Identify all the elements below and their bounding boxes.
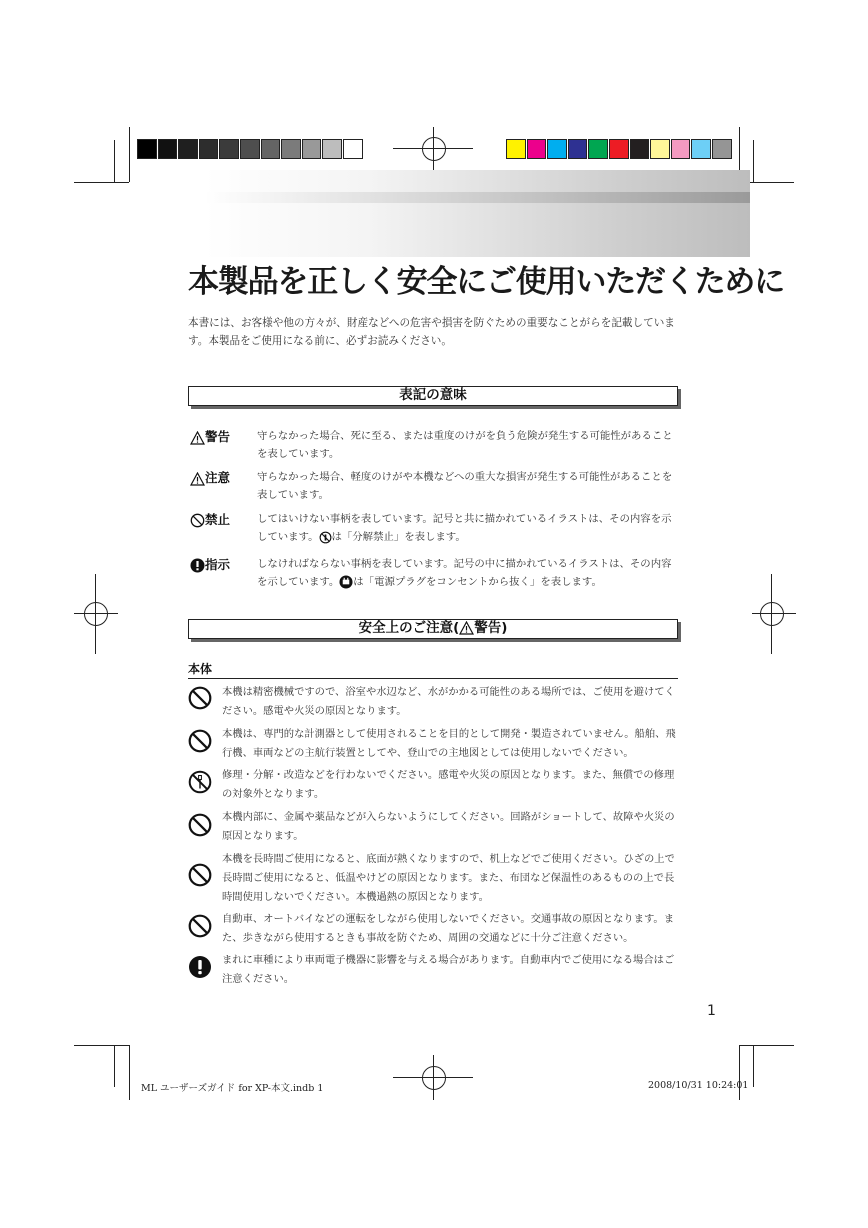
definition-text: は「電源プラグをコンセントから抜く」を表します。 <box>353 576 602 588</box>
safety-item-text: 本機は精密機械ですので、浴室や水辺など、水がかかる可能性のある場所では、ご使用を避けてください。感電や火災の原因となります。 <box>222 686 675 717</box>
header-gradient-band <box>205 170 750 257</box>
crop-mark <box>74 1045 129 1046</box>
instruction-icon <box>190 558 205 573</box>
definition-label: 注意 <box>205 470 231 485</box>
unplug-icon <box>339 575 353 589</box>
color-swatch <box>506 139 526 159</box>
prohibition-icon <box>188 813 212 837</box>
prohibition-icon <box>188 914 212 938</box>
color-swatch <box>281 139 301 159</box>
color-swatch <box>712 139 732 159</box>
crop-mark <box>114 1045 115 1087</box>
color-swatch <box>547 139 567 159</box>
prohibition-icon <box>190 513 205 528</box>
instruction-icon <box>188 955 212 979</box>
definition-text: は「分解禁止」を表します。 <box>331 531 466 543</box>
color-swatch <box>302 139 322 159</box>
color-swatch <box>261 139 281 159</box>
definition-label: 指示 <box>205 557 231 572</box>
color-swatch <box>219 139 239 159</box>
safety-item-text: 本機は、専門的な計測器として使用されることを目的として開発・製造されていません。船舶、飛行機、車両などの主航行装置としてや、登山での主地図としては使用しないでください。 <box>222 728 676 759</box>
safety-item-text: 本機を長時間ご使用になると、底面が熱くなりますので、机上などでご使用ください。ひざの上で長時間ご使用になると、低温やけどの原因となります。また、布団など保温性のあるものの上で長時間使用しないでください。本機過熱の原因となります。 <box>222 853 675 903</box>
color-swatch <box>588 139 608 159</box>
warning-triangle-icon <box>190 472 205 486</box>
safety-item-text: まれに車種により車両電子機器に影響を与える場合があります。自動車内でご使用になる場合はご注意ください。 <box>222 954 675 985</box>
color-swatch <box>671 139 691 159</box>
page-title: 本製品を正しく安全にご使用いただくために <box>188 264 784 300</box>
crop-mark <box>129 1045 130 1100</box>
definition-label: 禁止 <box>205 512 231 527</box>
section-heading-notation <box>188 386 678 406</box>
prohibition-icon <box>188 863 212 887</box>
color-swatch <box>568 139 588 159</box>
color-swatch <box>609 139 629 159</box>
intro-paragraph: 本書には、お客様や他の方々が、財産などへの危害や損害を防ぐための重要なことがらを記載しています。本製品をご使用になる前に、必ずお読みください。 <box>188 317 675 347</box>
no-disassembly-icon <box>319 531 332 544</box>
section-heading-text: 警告) <box>474 620 508 636</box>
color-swatch <box>158 139 178 159</box>
page-number: 1 <box>707 1003 716 1019</box>
section-heading-text: 表記の意味 <box>399 387 467 403</box>
crop-mark <box>739 1045 740 1100</box>
crop-mark <box>74 182 129 183</box>
definition-label: 警告 <box>205 429 231 444</box>
header-gradient-stripe <box>205 192 750 203</box>
color-swatch <box>137 139 157 159</box>
color-swatch <box>343 139 363 159</box>
color-swatch <box>199 139 219 159</box>
safety-item-text: 自動車、オートバイなどの運転をしながら使用しないでください。交通事故の原因となります。また、歩きながら使用するときも事故を防ぐため、周囲の交通などに十分ご注意ください。 <box>222 913 675 944</box>
footer-timestamp: 2008/10/31 10:24:01 <box>648 1080 749 1091</box>
crop-mark <box>739 1045 794 1046</box>
safety-item-text: 本機内部に、金属や薬品などが入らないようにしてください。回路がショートして、故障や火災の原因となります。 <box>222 811 675 842</box>
crop-mark <box>753 1045 754 1087</box>
definition-text: 守らなかった場合、死に至る、または重度のけがを負う危険が発生する可能性があることを表しています。 <box>257 430 673 460</box>
crop-mark <box>753 140 754 182</box>
footer-file-name: ML ユーザーズガイド for XP-本文.indb 1 <box>141 1083 324 1094</box>
prohibition-icon <box>188 686 212 710</box>
no-disassembly-icon <box>188 770 212 794</box>
definition-text: 守らなかった場合、軽度のけがや本機などへの重大な損害が発生する可能性があることを表しています。 <box>257 471 673 501</box>
grayscale-color-bar <box>137 139 364 159</box>
crop-mark <box>129 127 130 182</box>
section-heading-safety <box>188 619 678 639</box>
color-swatch <box>322 139 342 159</box>
color-swatch <box>178 139 198 159</box>
color-swatch <box>691 139 711 159</box>
color-swatch <box>240 139 260 159</box>
definition-text: してはいけない事柄を表しています。記号と共に描かれているイラストは、その内容を示しています。 <box>257 513 672 543</box>
subsection-heading-body: 本体 <box>188 660 678 679</box>
color-swatch <box>630 139 650 159</box>
color-swatch <box>527 139 547 159</box>
safety-item-text: 修理・分解・改造などを行わないでください。感電や火災の原因となります。また、無償での修理の対象外となります。 <box>222 769 675 800</box>
crop-mark <box>114 140 115 182</box>
definition-text: しなければならない事柄を表しています。記号の中に描かれているイラストは、その内容を示しています。 <box>257 558 672 588</box>
color-swatch <box>650 139 670 159</box>
prohibition-icon <box>188 729 212 753</box>
warning-triangle-icon <box>190 431 205 445</box>
process-color-bar <box>506 139 733 159</box>
warning-triangle-icon <box>459 621 474 635</box>
section-heading-text: 安全上のご注意( <box>358 620 460 636</box>
